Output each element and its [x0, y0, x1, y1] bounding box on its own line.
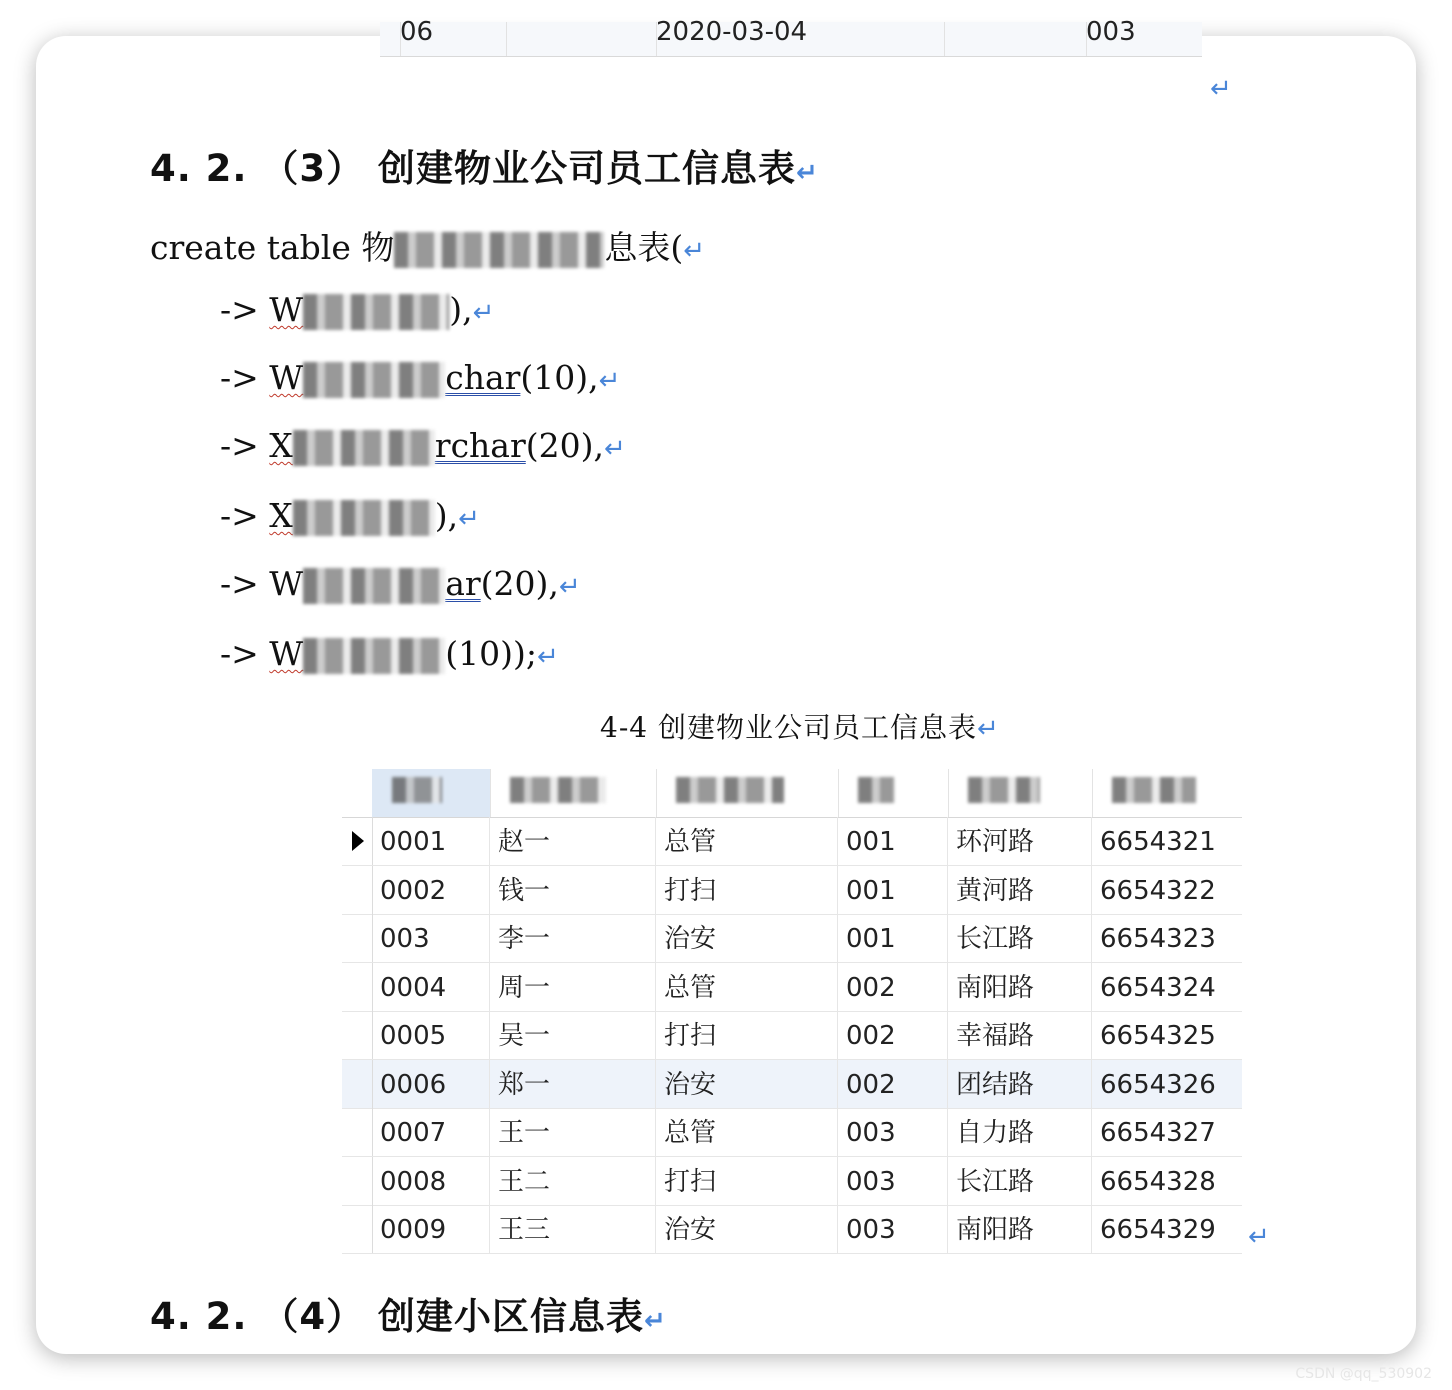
table-cell[interactable]: 王三	[490, 1205, 656, 1253]
caption-text: 4-4 创建物业公司员工信息表	[600, 711, 977, 744]
redacted-text	[303, 362, 445, 398]
table-row[interactable]	[342, 817, 1242, 866]
table-cell[interactable]: 总管	[656, 817, 838, 865]
table-cell[interactable]: 0005	[372, 1011, 490, 1059]
table-cell[interactable]: 0006	[372, 1060, 490, 1108]
code-line	[220, 426, 626, 466]
code-text: create table 物	[150, 228, 395, 267]
watermark: CSDN @qq_530902	[1295, 1366, 1432, 1382]
table-cell[interactable]: 001	[838, 914, 948, 962]
table-cell[interactable]: 0008	[372, 1157, 490, 1205]
table-cell[interactable]: 002	[838, 963, 948, 1011]
redacted-text	[303, 638, 445, 674]
table-cell[interactable]: 治安	[656, 1205, 838, 1253]
table-cell[interactable]: 吴一	[490, 1011, 656, 1059]
document-page	[36, 17, 1416, 1354]
arrow-text: ->	[220, 426, 270, 465]
redacted-text	[858, 777, 894, 803]
table-cell[interactable]: 002	[838, 1060, 948, 1108]
table-cell: 06	[400, 22, 507, 56]
table-cell[interactable]: 003	[372, 914, 490, 962]
redacted-text	[510, 777, 606, 803]
code-line	[220, 496, 480, 536]
table-cell[interactable]: 李一	[490, 914, 656, 962]
section-heading	[150, 1286, 667, 1340]
return-mark: ↵	[458, 504, 480, 534]
table-cell[interactable]: 王一	[490, 1108, 656, 1156]
arrow-text: ->	[220, 358, 270, 397]
table-cell[interactable]: 钱一	[490, 866, 656, 914]
table-cell[interactable]: 6654328	[1100, 1166, 1216, 1197]
code-text: (10),	[520, 358, 599, 397]
heading-text: 4. 2. （4） 创建小区信息表	[150, 1295, 644, 1338]
table-cell[interactable]: 0001	[372, 817, 490, 865]
table-cell[interactable]: 治安	[656, 1060, 838, 1108]
header-corner	[342, 769, 373, 817]
redacted-text	[303, 568, 445, 604]
code-text: ),	[434, 496, 459, 535]
code-text: W	[269, 564, 304, 603]
table-cell[interactable]: 黄河路	[948, 866, 1092, 914]
code-text: ),	[449, 290, 473, 329]
table-cell[interactable]: 6654322	[1100, 875, 1216, 906]
column-header[interactable]	[372, 769, 491, 817]
table-caption	[600, 706, 1000, 746]
code-line-create	[150, 222, 705, 269]
row-indicator[interactable]	[342, 1060, 373, 1108]
column-header[interactable]	[656, 769, 839, 817]
code-text: rchar	[434, 426, 526, 465]
return-mark: ↵	[1210, 74, 1232, 104]
code-text: char	[445, 358, 521, 397]
arrow-text: ->	[220, 496, 270, 535]
code-text: X	[269, 496, 293, 535]
table-cell[interactable]: 打扫	[656, 1157, 838, 1205]
code-text: W	[269, 358, 304, 397]
table-cell[interactable]: 003	[838, 1108, 948, 1156]
arrow-text: ->	[220, 634, 270, 673]
code-line	[220, 564, 581, 604]
row-indicator[interactable]	[342, 1157, 373, 1205]
arrow-text: ->	[220, 290, 270, 329]
return-mark: ↵	[644, 1306, 667, 1336]
table-cell[interactable]: 0002	[372, 866, 490, 914]
code-text: W	[269, 634, 304, 673]
table-cell[interactable]: 幸福路	[948, 1011, 1092, 1059]
table-cell[interactable]: 郑一	[490, 1060, 656, 1108]
current-row-arrow-icon	[352, 831, 364, 851]
table-cell[interactable]: 总管	[656, 963, 838, 1011]
section-heading	[150, 138, 819, 192]
table-cell[interactable]: 002	[838, 1011, 948, 1059]
table-cell[interactable]: 6654323	[1100, 924, 1216, 954]
redacted-text	[968, 777, 1040, 803]
return-mark: ↵	[536, 642, 559, 672]
table-cell[interactable]: 周一	[490, 963, 656, 1011]
table-cell[interactable]: 0009	[372, 1205, 490, 1253]
table-cell[interactable]: 001	[838, 866, 948, 914]
row-indicator[interactable]	[342, 1205, 373, 1253]
table-row[interactable]	[342, 866, 1242, 915]
return-mark: ↵	[598, 366, 621, 396]
column-header[interactable]	[838, 769, 949, 817]
table-cell[interactable]: 6654325	[1100, 1021, 1216, 1051]
table-cell[interactable]: 6654329	[1100, 1215, 1216, 1245]
arrow-text: ->	[220, 564, 270, 603]
table-cell[interactable]: 打扫	[656, 866, 838, 914]
table-cell[interactable]: 南阳路	[948, 963, 1092, 1011]
table-cell[interactable]: 赵一	[490, 817, 656, 865]
table-cell[interactable]: 总管	[656, 1108, 838, 1156]
previous-table-fragment	[380, 17, 1202, 57]
code-text: X	[269, 426, 293, 465]
table-cell[interactable]: 王二	[490, 1157, 656, 1205]
table-row[interactable]	[342, 1011, 1242, 1060]
redacted-text	[392, 777, 442, 803]
table-row[interactable]	[342, 1205, 1242, 1254]
table-cell	[506, 22, 657, 56]
column-header[interactable]	[948, 769, 1093, 817]
row-indicator[interactable]	[342, 963, 373, 1011]
code-text: 息表(	[604, 228, 684, 267]
table-cell: 003	[1086, 17, 1136, 47]
code-text: W	[269, 290, 304, 329]
table-cell[interactable]: 自力路	[948, 1108, 1092, 1156]
table-row[interactable]	[342, 914, 1242, 963]
table-cell[interactable]: 6654321	[1100, 827, 1216, 857]
return-mark: ↵	[558, 572, 581, 602]
row-indicator[interactable]	[342, 817, 373, 865]
redacted-text	[303, 294, 449, 330]
redacted-text	[293, 430, 435, 466]
table-row[interactable]	[342, 1157, 1242, 1206]
table-row[interactable]	[342, 963, 1242, 1012]
table-cell[interactable]: 003	[838, 1157, 948, 1205]
redacted-text	[676, 777, 784, 803]
table-cell[interactable]: 6654326	[1100, 1069, 1216, 1100]
table-cell: 2020-03-04	[656, 22, 945, 56]
table-cell	[380, 22, 401, 56]
table-cell[interactable]: 环河路	[948, 817, 1092, 865]
row-indicator[interactable]	[342, 1011, 373, 1059]
table-row[interactable]	[342, 1060, 1242, 1109]
table-cell[interactable]: 6654324	[1100, 972, 1216, 1003]
return-mark: ↵	[604, 434, 626, 464]
table-cell[interactable]: 南阳路	[948, 1205, 1092, 1253]
redacted-text	[1112, 777, 1196, 803]
heading-text: 4. 2. （3） 创建物业公司员工信息表	[150, 147, 796, 190]
table-cell[interactable]: 长江路	[948, 1157, 1092, 1205]
column-header[interactable]	[490, 769, 657, 817]
table-cell[interactable]: 治安	[656, 914, 838, 962]
redacted-text	[394, 232, 604, 268]
table-row[interactable]	[342, 1108, 1242, 1157]
row-indicator[interactable]	[342, 914, 373, 962]
code-line	[220, 290, 494, 330]
code-line	[220, 358, 620, 398]
table-cell[interactable]: 0007	[372, 1108, 490, 1156]
column-header[interactable]	[1092, 769, 1242, 817]
code-text: (10));	[445, 634, 537, 673]
table-cell[interactable]: 001	[838, 817, 948, 865]
table-cell[interactable]: 团结路	[948, 1060, 1092, 1108]
row-indicator[interactable]	[342, 866, 373, 914]
table-cell	[944, 22, 1087, 56]
code-line	[220, 634, 559, 674]
table-cell[interactable]: 6654327	[1100, 1118, 1216, 1148]
return-mark: ↵	[472, 298, 495, 328]
code-text: (20),	[480, 564, 559, 603]
redacted-text	[293, 500, 435, 536]
return-mark: ↵	[977, 714, 1000, 744]
table-cell[interactable]: 长江路	[948, 914, 1092, 962]
table-cell[interactable]: 0004	[372, 963, 490, 1011]
row-indicator[interactable]	[342, 1108, 373, 1156]
table-cell[interactable]: 003	[838, 1205, 948, 1253]
return-mark: ↵	[796, 158, 819, 188]
code-text: (20),	[525, 426, 604, 465]
return-mark: ↵	[1248, 1222, 1270, 1252]
return-mark: ↵	[683, 236, 706, 266]
table-cell[interactable]: 打扫	[656, 1011, 838, 1059]
code-text: ar	[445, 564, 481, 603]
employee-data-grid	[342, 769, 1242, 1253]
grid-header	[342, 769, 1242, 818]
